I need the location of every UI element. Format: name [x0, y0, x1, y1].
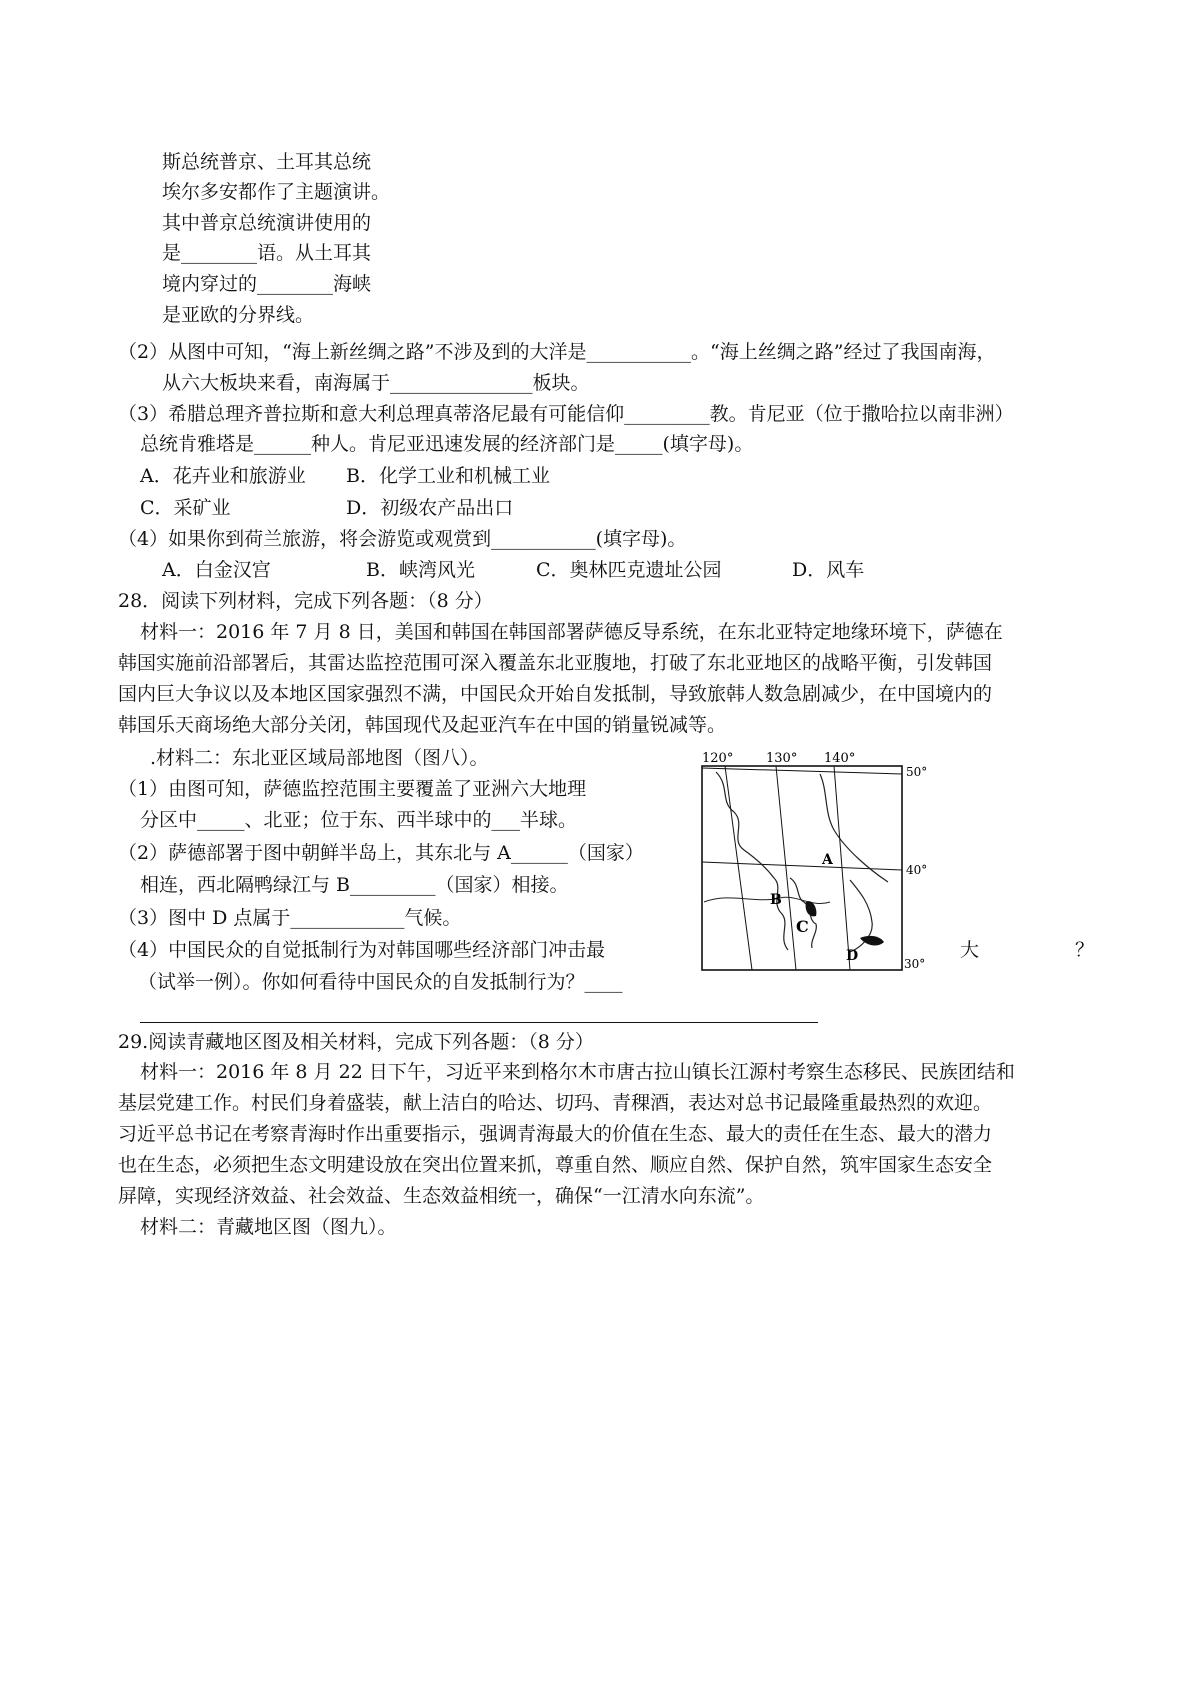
q27-sub4-option-d: D．风车: [792, 559, 865, 581]
q29-heading: 29.阅读青藏地区图及相关材料，完成下列各题：（8 分）: [118, 1031, 594, 1053]
q27-text-line: 埃尔多安都作了主题演讲。: [162, 181, 391, 203]
q29-material1-line: 也在生态，必须把生态文明建设放在突出位置来抓，尊重自然、顺应自然、保护自然，筑牢国家生态安全: [118, 1154, 993, 1176]
q29-material2: 材料二：青藏地区图（图九）。: [140, 1216, 397, 1238]
q27-text-line: 其中普京总统演讲使用的: [162, 212, 372, 234]
map-lat-label: 40°: [906, 863, 928, 877]
map-lon-label: 140°: [824, 751, 856, 766]
map-lon-label: 130°: [766, 751, 798, 766]
q29-material1-line: 屏障，实现经济效益、社会效益、生态效益相统一，确保“一江清水向东流”。: [118, 1185, 765, 1207]
q28-material1-line: 韩国乐天商场绝大部分关闭，韩国现代及起亚汽车在中国的销量锐减等。: [118, 714, 727, 736]
q29-material1-line: 基层党建工作。村民们身着盛装，献上洁白的哈达、切玛、青稞酒，表达对总书记最隆重最热烈的欢迎。: [118, 1092, 993, 1114]
q28-sub1-line2: 分区中_____、北亚；位于东、西半球中的___半球。: [140, 809, 578, 831]
q27-sub4-option-a: A．白金汉宫: [162, 559, 271, 581]
q27-sub3-line1: （3）希腊总理齐普拉斯和意大利总理真蒂洛尼最有可能信仰_________教。肯尼亚（位于撒哈拉以南非洲）: [118, 403, 1014, 425]
q29-material1-line: 材料一：2016 年 8 月 22 日下午，习近平来到格尔木市唐古拉山镇长江源村考察生态移民、民族团结和: [140, 1061, 1015, 1083]
q27-sub3-option-c: C．采矿业: [140, 497, 231, 519]
q28-material1-line: 韩国实施前沿部署后，其雷达监控范围可深入覆盖东北亚腹地，打破了东北亚地区的战略平衡，引发韩国: [118, 652, 993, 674]
q27-sub3-option-a: A．花卉业和旅游业: [140, 465, 306, 487]
map-point-a: A: [822, 852, 833, 868]
q28-sub4-tail-da: 大: [960, 939, 980, 961]
q27-text-line: 斯总统普京、土耳其总统: [162, 151, 372, 173]
q27-sub2-line2: 从六大板块来看，南海属于_______________板块。: [162, 372, 590, 394]
q27-sub2-line1: （2）从图中可知，“海上新丝绸之路”不涉及到的大洋是___________。“海上丝绸之路”经过了我国南海，: [118, 341, 996, 363]
answer-underline: [140, 1022, 818, 1023]
q27-sub3-line2: 总统肯雅塔是______种人。肯尼亚迅速发展的经济部门是_____(填字母)。: [140, 433, 754, 455]
q28-material2: .材料二：东北亚区域局部地图（图八）。: [150, 747, 489, 769]
q27-text-line: 是亚欧的分界线。: [162, 304, 315, 326]
map-lon-label: 120°: [702, 751, 734, 766]
q28-material1-line: 材料一：2016 年 7 月 8 日，美国和韩国在韩国部署萨德反导系统，在东北亚特定地缘环境下，萨德在: [140, 621, 1003, 643]
q27-sub4-option-b: B．峡湾风光: [366, 559, 475, 581]
q27-sub4-option-c: C．奥林匹克遗址公园: [536, 559, 722, 581]
q28-sub4-tail-question: ？: [1075, 939, 1095, 961]
q27-sub3-option-b: B．化学工业和机械工业: [346, 465, 550, 487]
map-point-b: B: [770, 892, 782, 908]
map-lat-label: 50°: [906, 765, 928, 779]
q27-text-line: 是________语。从土耳其: [162, 242, 372, 264]
q29-material1-line: 习近平总书记在考察青海时作出重要指示，强调青海最大的价值在生态、最大的责任在生态、最大的潜力: [118, 1123, 993, 1145]
q28-heading: 28．阅读下列材料，完成下列各题：（8 分）: [118, 590, 493, 612]
q28-sub1-line1: （1）由图可知，萨德监控范围主要覆盖了亚洲六大地理: [118, 778, 587, 800]
q27-sub3-option-d: D．初级农产品出口: [346, 497, 514, 519]
q28-sub3-line: （3）图中 D 点属于____________气候。: [118, 907, 462, 929]
q27-text-line: 境内穿过的________海峡: [162, 273, 372, 295]
northeast-asia-map: [700, 751, 928, 972]
map-point-d: D: [846, 948, 859, 964]
map-lat-label: 30°: [904, 957, 926, 971]
q28-sub2-line2: 相连，西北隔鸭绿江与 B_________（国家）相接。: [140, 874, 569, 896]
q28-sub2-line1: （2）萨德部署于图中朝鲜半岛上，其东北与 A______（国家）: [118, 842, 644, 864]
q28-sub4-line2: （试举一例）。你如何看待中国民众的自发抵制行为？____: [138, 971, 623, 993]
q28-material1-line: 国内巨大争议以及本地区国家强烈不满，中国民众开始自发抵制，导致旅韩人数急剧减少，在中国境内的: [118, 683, 993, 705]
q27-sub4-line: （4）如果你到荷兰旅游，将会游览或观赏到___________(填字母)。: [118, 528, 687, 550]
map-point-c: C: [796, 917, 809, 936]
q28-sub4-line1: （4）中国民众的自觉抵制行为对韩国哪些经济部门冲击最: [118, 939, 606, 961]
